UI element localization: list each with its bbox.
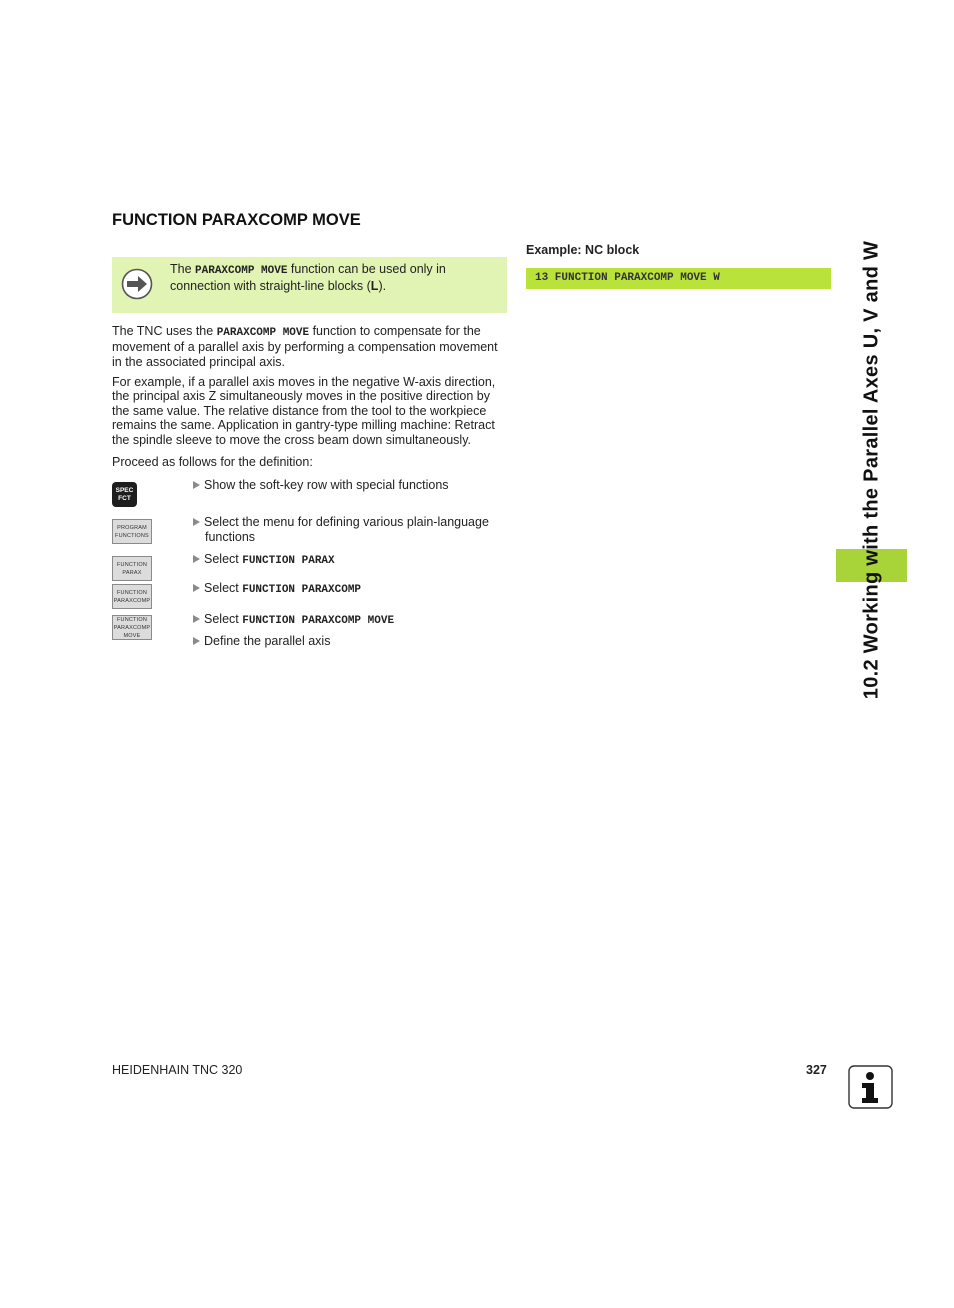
para-code: PARAXCOMP MOVE (216, 327, 310, 339)
triangle-bullet-icon (193, 637, 200, 645)
note-code: PARAXCOMP MOVE (195, 265, 288, 277)
arrow-right-icon (121, 268, 153, 300)
note-text: The PARAXCOMP MOVE function can be used only in connection with straight-line blocks (L). (170, 262, 446, 293)
triangle-bullet-icon (193, 518, 200, 526)
triangle-bullet-icon (193, 555, 200, 563)
note-box (112, 257, 507, 313)
spec-fct-key[interactable]: SPEC FCT (112, 482, 137, 507)
step-6: Define the parallel axis (193, 634, 508, 649)
info-icon[interactable] (848, 1065, 893, 1109)
function-paraxcomp-move-softkey[interactable]: FUNCTION PARAXCOMP MOVE (113, 616, 151, 639)
step-3: Select FUNCTION PARAX (193, 552, 508, 569)
triangle-bullet-icon (193, 615, 200, 623)
function-parax-softkey[interactable]: FUNCTION PARAX (112, 556, 152, 581)
step-2: Select the menu for defining various plain-language functions (193, 515, 508, 544)
function-paraxcomp-softkey[interactable]: FUNCTION PARAXCOMP (112, 584, 152, 609)
step-5: Select FUNCTION PARAXCOMP MOVE (193, 612, 508, 629)
program-functions-softkey[interactable]: PROGRAM FUNCTIONS (112, 519, 152, 544)
procedure-intro: Proceed as follows for the definition: (112, 455, 313, 469)
step-1: Show the soft-key row with special functions (193, 478, 508, 493)
nc-block-code: 13 FUNCTION PARAXCOMP MOVE W (526, 268, 831, 289)
page-number: 327 (806, 1063, 827, 1077)
footer-product: HEIDENHAIN TNC 320 (112, 1063, 243, 1077)
step-4: Select FUNCTION PARAXCOMP (193, 581, 508, 598)
section-title: FUNCTION PARAXCOMP MOVE (112, 211, 361, 229)
example-paragraph: For example, if a parallel axis moves in the negative W-axis direction, the principal axis Z simultaneously moves in the positive direction by the same value. The relative distance from the tool to the workpiece remains the same. Application in gantry-type milling machine: Retract the spindle sleeve to move the cross beam down simultaneously. (112, 375, 496, 447)
example-label: Example: NC block (526, 243, 640, 257)
triangle-bullet-icon (193, 481, 200, 489)
intro-paragraph: The TNC uses the PARAXCOMP MOVE function to compensate for the movement of a parallel axis by performing a compensation movement in the associated principal axis. (112, 324, 498, 369)
triangle-bullet-icon (193, 584, 200, 592)
